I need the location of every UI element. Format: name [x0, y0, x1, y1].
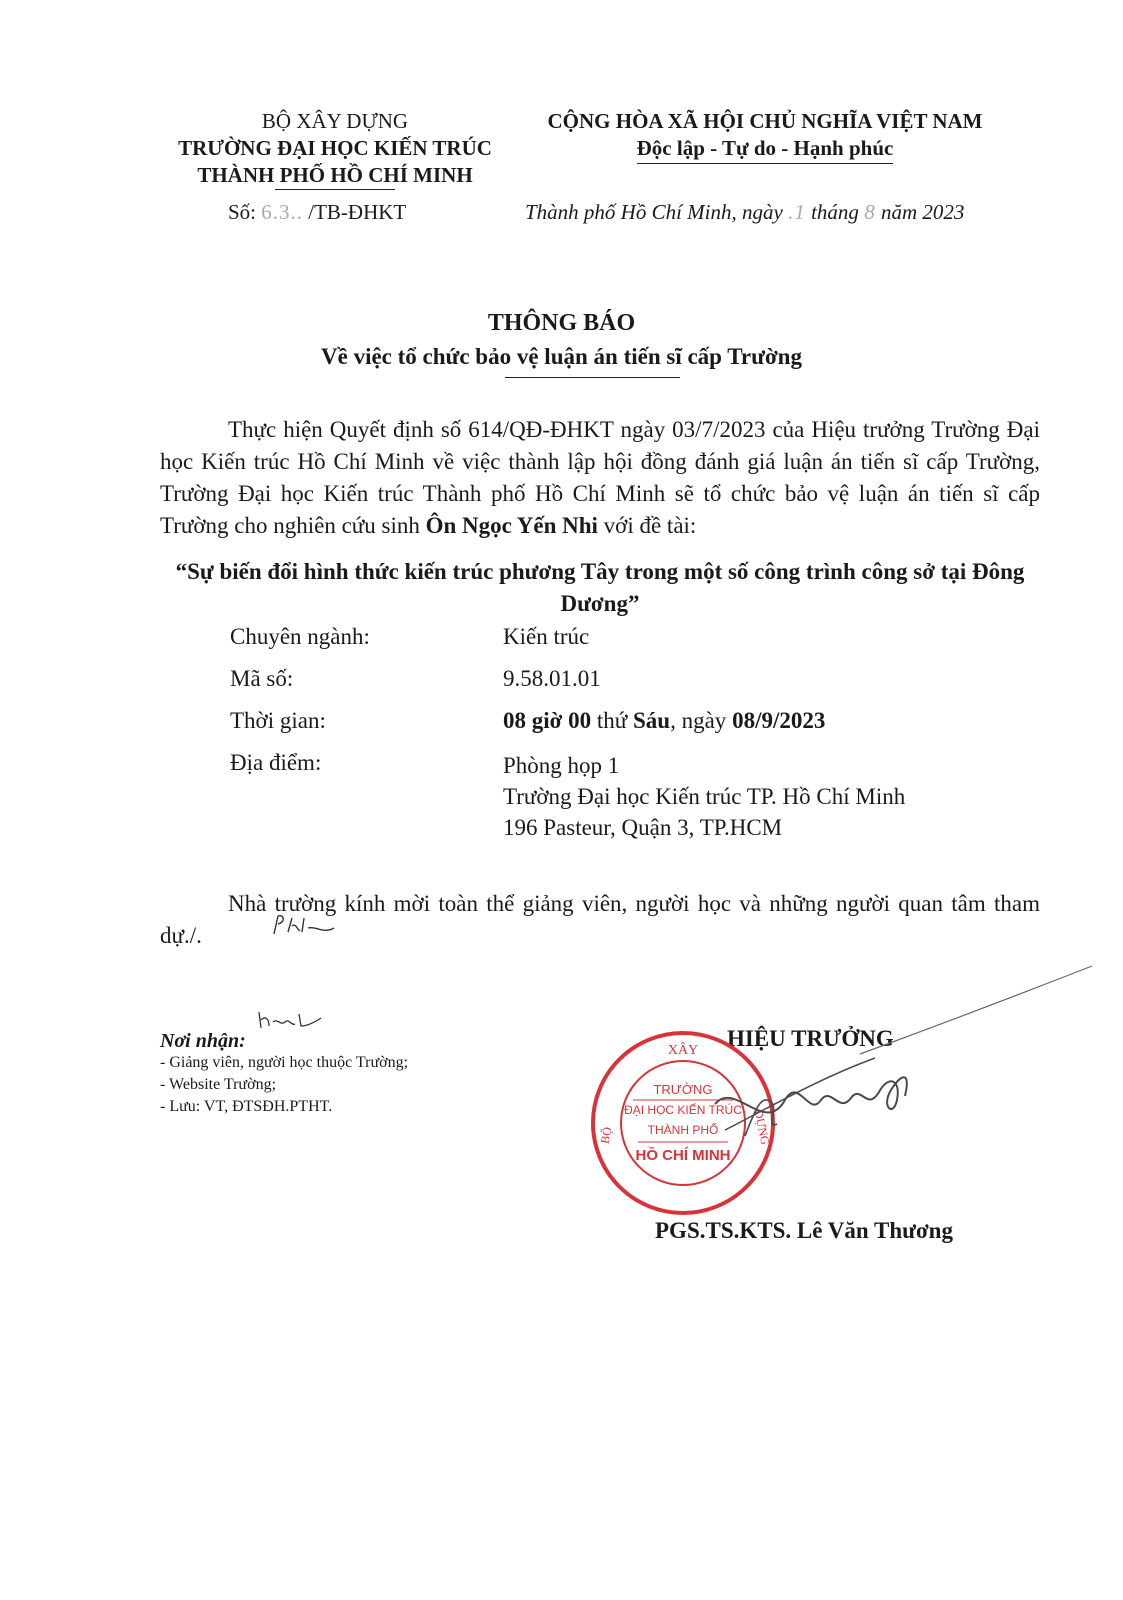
- document-number: Số: 6.3.. /TB-ĐHKT: [228, 200, 407, 224]
- recipients-block: [160, 1030, 408, 1118]
- recipient-initials-scribble: [255, 1008, 325, 1034]
- recipient-item: - Giảng viên, người học thuộc Trường;: [160, 1054, 409, 1071]
- school-name-line2: THÀNH PHỐ HỒ CHÍ MINH: [197, 163, 473, 187]
- handwritten-signature: [705, 1040, 925, 1160]
- code-value: 9.58.01.01: [503, 666, 601, 691]
- nation-name: CỘNG HÒA XÃ HỘI CHỦ NGHĨA VIỆT NAM: [547, 109, 983, 133]
- initials-scribble: [270, 910, 340, 940]
- major-value: Kiến trúc: [503, 624, 590, 649]
- time-value: 08 giờ 00 thứ Sáu, ngày 08/9/2023: [503, 708, 826, 733]
- national-motto: Độc lập - Tự do - Hạnh phúc: [637, 135, 894, 164]
- date-day: .1: [788, 200, 806, 224]
- stamp-top-text: XÂY: [667, 1043, 699, 1058]
- school-name-line1: TRƯỜNG ĐẠI HỌC KIẾN TRÚC: [178, 136, 492, 160]
- ministry-name: BỘ XÂY DỰNG: [261, 109, 409, 133]
- nation-block: [515, 108, 1015, 164]
- place-value: Phòng họp 1 Trường Đại học Kiến trúc TP. Hồ Chí Minh 196 Pasteur, Quận 3, TP.HCM: [503, 753, 906, 840]
- issuer-underline: [275, 189, 395, 190]
- stamp-line4: HỒ CHÍ MINH: [635, 1147, 731, 1164]
- invitation-paragraph: Nhà trường kính mời toàn thể giảng viên, người học và những người quan tâm tham dự./.: [160, 891, 1040, 948]
- issuer-block: [150, 108, 520, 190]
- intro-paragraph: Thực hiện Quyết định số 614/QĐ-ĐHKT ngày 03/7/2023 của Hiệu trưởng Trường Đại học Kiến trúc Hồ Chí Minh về việc thành lập hội đồng đánh giá luận án tiến sĩ cấp Trường, Trường Đại học Kiến trúc Thành phố Hồ Chí Minh sẽ tổ chức bảo vệ luận án tiến sĩ cấp Trường cho nghiên cứu sinh Ôn Ngọc Yến Nhi với đề tài:: [160, 417, 1040, 538]
- signatory-name: PGS.TS.KTS. Lê Văn Thương: [655, 1218, 953, 1243]
- document-title: THÔNG BÁO: [487, 310, 636, 336]
- recipient-item: - Lưu: VT, ĐTSĐH.PTHT.: [160, 1098, 333, 1115]
- code-label: Mã số:: [230, 666, 294, 691]
- thesis-title: “Sự biến đổi hình thức kiến trúc phương Tây trong một số công trình công sở tại Đông Dương”: [175, 559, 1025, 616]
- signatory-title: HIỆU TRƯỞNG: [727, 1026, 894, 1051]
- major-label: Chuyên ngành:: [230, 624, 370, 649]
- stamp-line1: TRƯỜNG: [653, 1082, 713, 1097]
- stamp-line3: THÀNH PHỐ: [647, 1123, 719, 1137]
- document-number-value: 6.3..: [261, 200, 304, 224]
- place-label: Địa điểm:: [230, 750, 322, 775]
- recipient-item: - Website Trường;: [160, 1076, 277, 1093]
- stamp-left-text: BỘ: [597, 1125, 615, 1145]
- recipients-title: Nơi nhận:: [160, 1030, 246, 1052]
- stamp-right-text: DỰNG: [751, 1108, 773, 1146]
- time-label: Thời gian:: [230, 708, 326, 733]
- place-and-date: Thành phố Hồ Chí Minh, ngày .1 tháng 8 năm 2023: [525, 200, 965, 224]
- date-month: 8: [864, 200, 876, 224]
- stamp-line2: ĐẠI HỌC KIẾN TRÚC: [624, 1103, 742, 1117]
- document-subtitle: Về việc tổ chức bảo vệ luận án tiến sĩ cấp Trường: [321, 344, 802, 369]
- title-underline: [505, 377, 680, 378]
- candidate-name: Ôn Ngọc Yến Nhi: [425, 513, 598, 538]
